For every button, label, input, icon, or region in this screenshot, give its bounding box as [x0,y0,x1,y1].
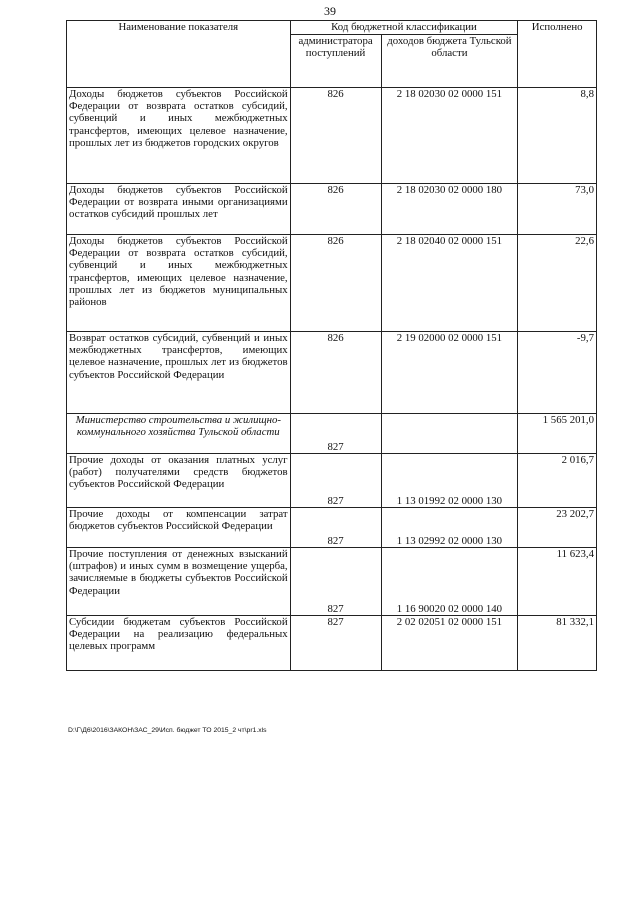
row-admin: 826 [290,88,381,184]
table-row [67,184,597,235]
row-executed: 22,6 [518,235,597,332]
row-code: 1 13 01992 02 0000 130 [381,454,518,508]
row-executed: 2 016,7 [518,454,597,508]
row-name: Возврат остатков субсидий, субвенций и иных межбюджетных трансфертов, имеющих целевое назначение, прошлых лет из бюджетов субъектов Российской Федерации [67,332,291,414]
row-name: Субсидии бюджетам субъектов Российской Федерации на реализацию федеральных целевых программ [67,616,291,671]
row-name: Доходы бюджетов субъектов Российской Федерации от возврата остатков субсидий, субвенций и иных межбюджетных трансфертов, имеющих целевое назначение, прошлых лет из бюджетов городских округов [67,88,291,184]
header-executed: Исполнено [518,21,597,88]
row-code: 1 16 90020 02 0000 140 [381,548,518,616]
header-admin: администратора поступлений [290,35,381,88]
header-income: доходов бюджета Тульской области [381,35,518,88]
table-row [67,332,597,414]
ministry-name: Министерство строительства и жилищно-коммунального хозяйства Тульской области [67,414,291,454]
row-admin: 826 [290,332,381,414]
row-name: Прочие доходы от оказания платных услуг (работ) получателями средств бюджетов субъектов Российской Федерации [67,454,291,508]
row-executed: 11 623,4 [518,548,597,616]
row-code: 2 18 02040 02 0000 151 [381,235,518,332]
header-code-group: Код бюджетной классификации [290,21,518,35]
row-name: Доходы бюджетов субъектов Российской Федерации от возврата иными организациями остатков субсидий прошлых лет [67,184,291,235]
row-executed: 1 565 201,0 [518,414,597,454]
row-executed: 81 332,1 [518,616,597,671]
row-admin: 826 [290,184,381,235]
row-executed: -9,7 [518,332,597,414]
row-name: Доходы бюджетов субъектов Российской Федерации от возврата остатков субсидий, субвенций и иных межбюджетных трансфертов, имеющих целевое назначение, прошлых лет из бюджетов муниципальных районов [67,235,291,332]
row-executed: 73,0 [518,184,597,235]
table-row [67,548,597,616]
row-admin: 827 [290,548,381,616]
row-admin: 827 [290,414,381,454]
row-name: Прочие поступления от денежных взысканий (штрафов) и иных сумм в возмещение ущерба, зачисляемые в бюджеты субъектов Российской Федерации [67,548,291,616]
table-row [67,616,597,671]
row-code: 1 13 02992 02 0000 130 [381,508,518,548]
row-code: 2 19 02000 02 0000 151 [381,332,518,414]
row-code: 2 18 02030 02 0000 180 [381,184,518,235]
row-admin: 827 [290,508,381,548]
file-path-footer: D:\Г\Д6\2016\ЗАКОН\ЗАС_29\Исп. бюджет ТО 2015_2 чт\pr1.xls [68,727,267,734]
row-code: 2 02 02051 02 0000 151 [381,616,518,671]
row-admin: 827 [290,616,381,671]
table-row [67,88,597,184]
row-executed: 8,8 [518,88,597,184]
table-row [67,414,597,454]
page-number: 39 [324,4,336,18]
row-name: Прочие доходы от компенсации затрат бюджетов субъектов Российской Федерации [67,508,291,548]
row-admin: 827 [290,454,381,508]
row-executed: 23 202,7 [518,508,597,548]
row-code: 2 18 02030 02 0000 151 [381,88,518,184]
header-name: Наименование показателя [67,21,291,88]
table-row [67,454,597,508]
row-admin: 826 [290,235,381,332]
table-row [67,235,597,332]
budget-table [66,20,597,671]
table-row [67,508,597,548]
row-code [381,414,518,454]
